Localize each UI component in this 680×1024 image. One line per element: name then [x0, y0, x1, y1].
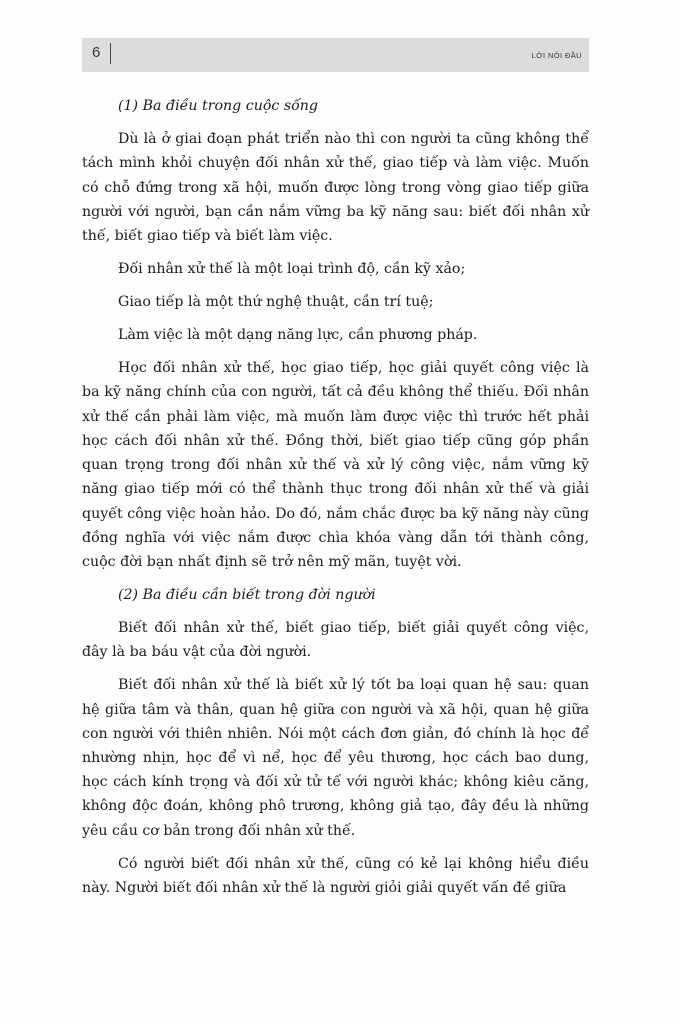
header-divider — [110, 43, 111, 64]
page-number: 6 — [92, 44, 101, 61]
list-line: Giao tiếp là một thứ nghệ thuật, cần trí tuệ; — [118, 294, 434, 311]
running-title: LỜI NÓI ĐẦU — [531, 51, 582, 60]
running-header-bar — [82, 38, 589, 72]
list-line: Đối nhân xử thế là một loại trình độ, cần kỹ xảo; — [118, 261, 466, 277]
paragraph: Biết đối nhân xử thế là biết xử lý tốt ba loại quan hệ sau: quan hệ giữa tâm và thân, quan hệ giữa con người và xã hội, quan hệ giữa con người với thiên nhiên. Nói một cách đơn giản, đó chính là học để nhường nhịn, học để vì nể, học để yêu thương, học cách bao dung, học cách kính trọng và đối xử tử tế với người khác; không kiêu căng, không độc đoán, không phô trương, không giả tạo, đây đều là những yêu cầu cơ bản trong đối nhân xử thế. — [82, 677, 589, 839]
section-heading: (2) Ba điều cần biết trong đời người — [118, 587, 376, 603]
list-line: Làm việc là một dạng năng lực, cần phương pháp. — [118, 327, 478, 344]
section-heading: (1) Ba điều trong cuộc sống — [118, 98, 319, 114]
paragraph: Học đối nhân xử thế, học giao tiếp, học giải quyết công việc là ba kỹ năng chính của con người, tất cả đều không thể thiếu. Đối nhân xử thế cần phải làm việc, mà muốn làm được việc thì trước hết phải học cách đối nhân xử thế. Đồng thời, biết giao tiếp cũng góp phần quan trọng trong đối nhân xử thế và xử lý công việc, nắm vững kỹ năng giao tiếp mới có thể thành thục trong đối nhân xử thế và giải quyết công việc hoàn hảo. Do đó, nắm chắc được ba kỹ năng này cũng đồng nghĩa với việc nắm được chìa khóa vàng dẫn tới thành công, cuộc đời bạn nhất định sẽ trở nên mỹ mãn, tuyệt vời. — [82, 360, 589, 570]
page-body — [82, 94, 589, 900]
paragraph: Có người biết đối nhân xử thế, cũng có kẻ lại không hiểu điều này. Người biết đối nhân xử thế là người giỏi giải quyết vấn đề giữa — [82, 855, 589, 896]
paragraph: Dù là ở giai đoạn phát triển nào thì con người ta cũng không thể tách mình khỏi chuyện đối nhân xử thế, giao tiếp và làm việc. Muốn có chỗ đứng trong xã hội, muốn được lòng trong vòng giao tiếp giữa người với người, bạn cần nắm vững ba kỹ năng sau: biết đối nhân xử thế, biết giao tiếp và biết làm việc. — [82, 131, 589, 244]
paragraph: Biết đối nhân xử thế, biết giao tiếp, biết giải quyết công việc, đây là ba báu vật của đời người. — [82, 620, 589, 661]
